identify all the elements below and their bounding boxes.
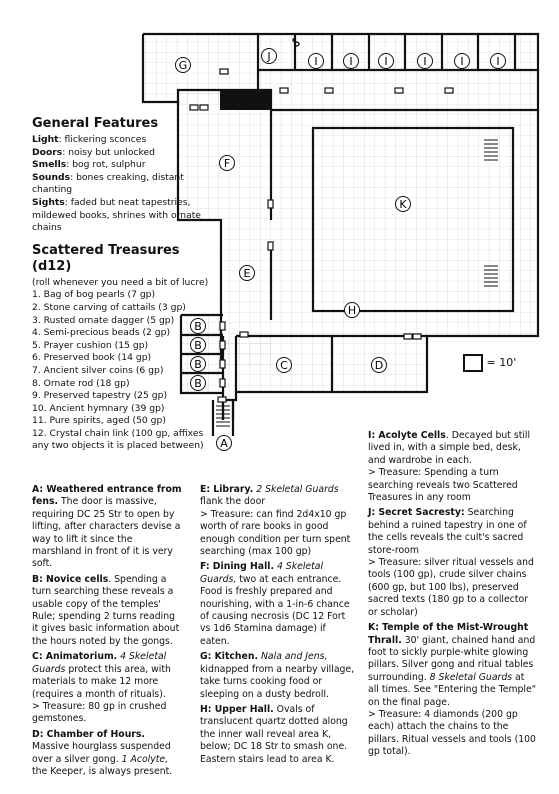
- general-feature-key: Doors: [32, 146, 63, 158]
- general-feature-value: : noisy but unlocked: [62, 146, 155, 158]
- room-b-text: B: [194, 320, 202, 333]
- room-f-text: F: [223, 157, 231, 170]
- room-label-i-3: [379, 54, 394, 69]
- room-d-text: D: [374, 359, 384, 372]
- general-feature-value: : bog rot, sulphur: [66, 159, 146, 171]
- key-k: K: Temple of the Mist-Wrought Thrall. 30' giant, chained hand and foot to sickly purple-white glowing pillars. Silver gong and ritual tables surrounding. 8 Skeletal Guards at all times. See "Entering the Temple" on the final page. > Treasure: 4 diamonds (200 gp each) attach the chains to the pillars. Ritual vessels and tools (100 gp total).: [368, 622, 537, 758]
- treasure-item: 9. Preserved tapestry (25 gp): [32, 390, 168, 402]
- key-e: E: Library. 2 Skeletal Guards flank the door > Treasure: can find 2d4x10 gp worth of rare books in good enough condition per turn spent searching (max 100 gp): [200, 484, 351, 558]
- treasure-item: 8. Ornate rod (18 gp): [32, 377, 130, 389]
- general-feature-row: [32, 134, 222, 147]
- room-i-text: I: [384, 55, 388, 68]
- treasure-item: 2. Stone carving of cattails (3 gp): [32, 301, 186, 313]
- general-feature-row: [32, 159, 222, 172]
- general-feature-row: [32, 197, 222, 235]
- room-label-j: [262, 49, 277, 64]
- room-c-text: C: [280, 359, 288, 372]
- room-label-c: [277, 358, 292, 373]
- treasures-intro: (roll whenever you need a bit of lucre): [32, 276, 209, 288]
- treasure-item: 5. Prayer cushion (15 gp): [32, 339, 149, 351]
- key-i: I: Acolyte Cells. Decayed but still lived in, with a simple bed, desk, and wardrobe in each. > Treasure: Spending a turn searching reveals two Scattered Treasures in any room: [368, 430, 531, 504]
- treasure-item: 11. Pure spirits, aged (50 gp): [32, 415, 166, 427]
- general-feature-value: : bones creaking, distant chanting: [32, 171, 184, 196]
- room-i-text: I: [496, 55, 500, 68]
- room-i-text: I: [349, 55, 353, 68]
- key-f: F: Dining Hall. 4 Skeletal Guards, two at each entrance. Food is freshly prepared and nourishing, with a 1-in-6 chance of causing necrosis (DC 12 Fort vs 1d6 Stamina damage) if eaten.: [200, 561, 350, 647]
- treasure-item: 12. Crystal chain link (100 gp, affixes any two objects it is placed between): [32, 427, 204, 452]
- scale-label: = 10': [486, 356, 517, 369]
- general-feature-row: [32, 172, 222, 197]
- room-j-text: J: [267, 50, 271, 63]
- room-label-k: [396, 197, 411, 212]
- key-d: D: Chamber of Hours. Massive hourglass suspended over a silver gong. 1 Acolyte, the Keeper, is always present.: [32, 728, 173, 777]
- room-label-e: [240, 266, 255, 281]
- sidebar-notes: [32, 116, 222, 453]
- key-c: C: Animatorium. 4 Skeletal Guards protect this area, with materials to make 12 more (requires a month of rituals). > Treasure: 80 gp in crushed gemstones.: [32, 651, 171, 725]
- treasure-item: 1. Bag of bog pearls (7 gp): [32, 289, 156, 301]
- key-h: H: Upper Hall. Ovals of translucent quartz dotted along the inner wall reveal area K, below; DC 18 Str to smash one. Eastern stairs lead to area K.: [200, 703, 348, 765]
- general-feature-row: [32, 147, 222, 160]
- room-label-i-1: [309, 54, 324, 69]
- general-features-title: General Features: [32, 116, 159, 131]
- room-label-g: [176, 58, 191, 73]
- general-feature-key: Light: [32, 134, 59, 145]
- treasures-list: [32, 289, 222, 453]
- room-b-text: B: [194, 339, 202, 352]
- treasure-item: 10. Ancient hymnary (39 gp): [32, 402, 165, 414]
- room-i-text: I: [423, 55, 427, 68]
- room-k-text: K: [399, 198, 407, 211]
- general-feature-key: Sights: [32, 196, 65, 208]
- scale-square: [463, 354, 483, 372]
- general-feature-value: : faded but neat tapestries, mildewed books, shrines with ornate chains: [32, 196, 201, 234]
- key-column-2: [200, 484, 358, 769]
- room-b-text: B: [194, 377, 202, 390]
- treasure-item: 3. Rusted ornate dagger (5 gp): [32, 314, 175, 326]
- room-label-i-2: [344, 54, 359, 69]
- general-feature-key: Sounds: [32, 171, 71, 183]
- key-a: A: Weathered entrance from fens. The door is massive, requiring DC 25 Str to open by lifting, after characters devise a way to lift it since the marshland in front of it is very soft.: [32, 484, 182, 570]
- treasure-item: 6. Preserved book (14 gp): [32, 352, 152, 364]
- treasure-item: 4. Semi-precious beads (2 gp): [32, 327, 171, 339]
- treasure-item: 7. Ancient silver coins (6 gp): [32, 364, 164, 376]
- room-h-text: H: [347, 304, 357, 317]
- key-g: G: Kitchen. Nala and Jens, kidnapped from a nearby village, take turns cooking food or sleeping on a dusty bedroll.: [200, 651, 355, 700]
- treasures-title: Scattered Treasures (d12): [32, 242, 180, 274]
- room-b-text: B: [194, 358, 202, 371]
- map-scale: [463, 354, 516, 372]
- key-column-1: [32, 484, 184, 781]
- room-i-text: I: [460, 55, 464, 68]
- room-g-text: G: [178, 59, 188, 72]
- key-b: B: Novice cells. Spending a turn searching these reveals a usable copy of the temples' Rule; spending 2 turns reading it gives basic information about the hours noted by the gongs.: [32, 573, 180, 647]
- room-i-text: I: [314, 55, 318, 68]
- room-a-text: A: [220, 437, 228, 450]
- room-e-text: E: [243, 267, 251, 280]
- general-feature-value: : flickering sconces: [58, 134, 147, 145]
- key-column-3: [368, 430, 536, 762]
- room-label-i-6: [491, 54, 506, 69]
- room-label-i-4: [418, 54, 433, 69]
- key-j: J: Secret Sacresty: Searching behind a ruined tapestry in one of the cells reveals the cult's sacred store-room > Treasure: silver ritual vessels and tools (100 gp), crude silver chains (600 gp, but 100 lbs), preserved sacred texts (180 gp to a collector or scholar): [368, 507, 534, 618]
- general-feature-key: Smells: [32, 159, 67, 171]
- map-wall-block: [220, 90, 272, 110]
- room-label-i-5: [455, 54, 470, 69]
- room-label-h: [345, 303, 360, 318]
- room-label-d: [372, 358, 387, 373]
- general-features-list: [32, 134, 222, 235]
